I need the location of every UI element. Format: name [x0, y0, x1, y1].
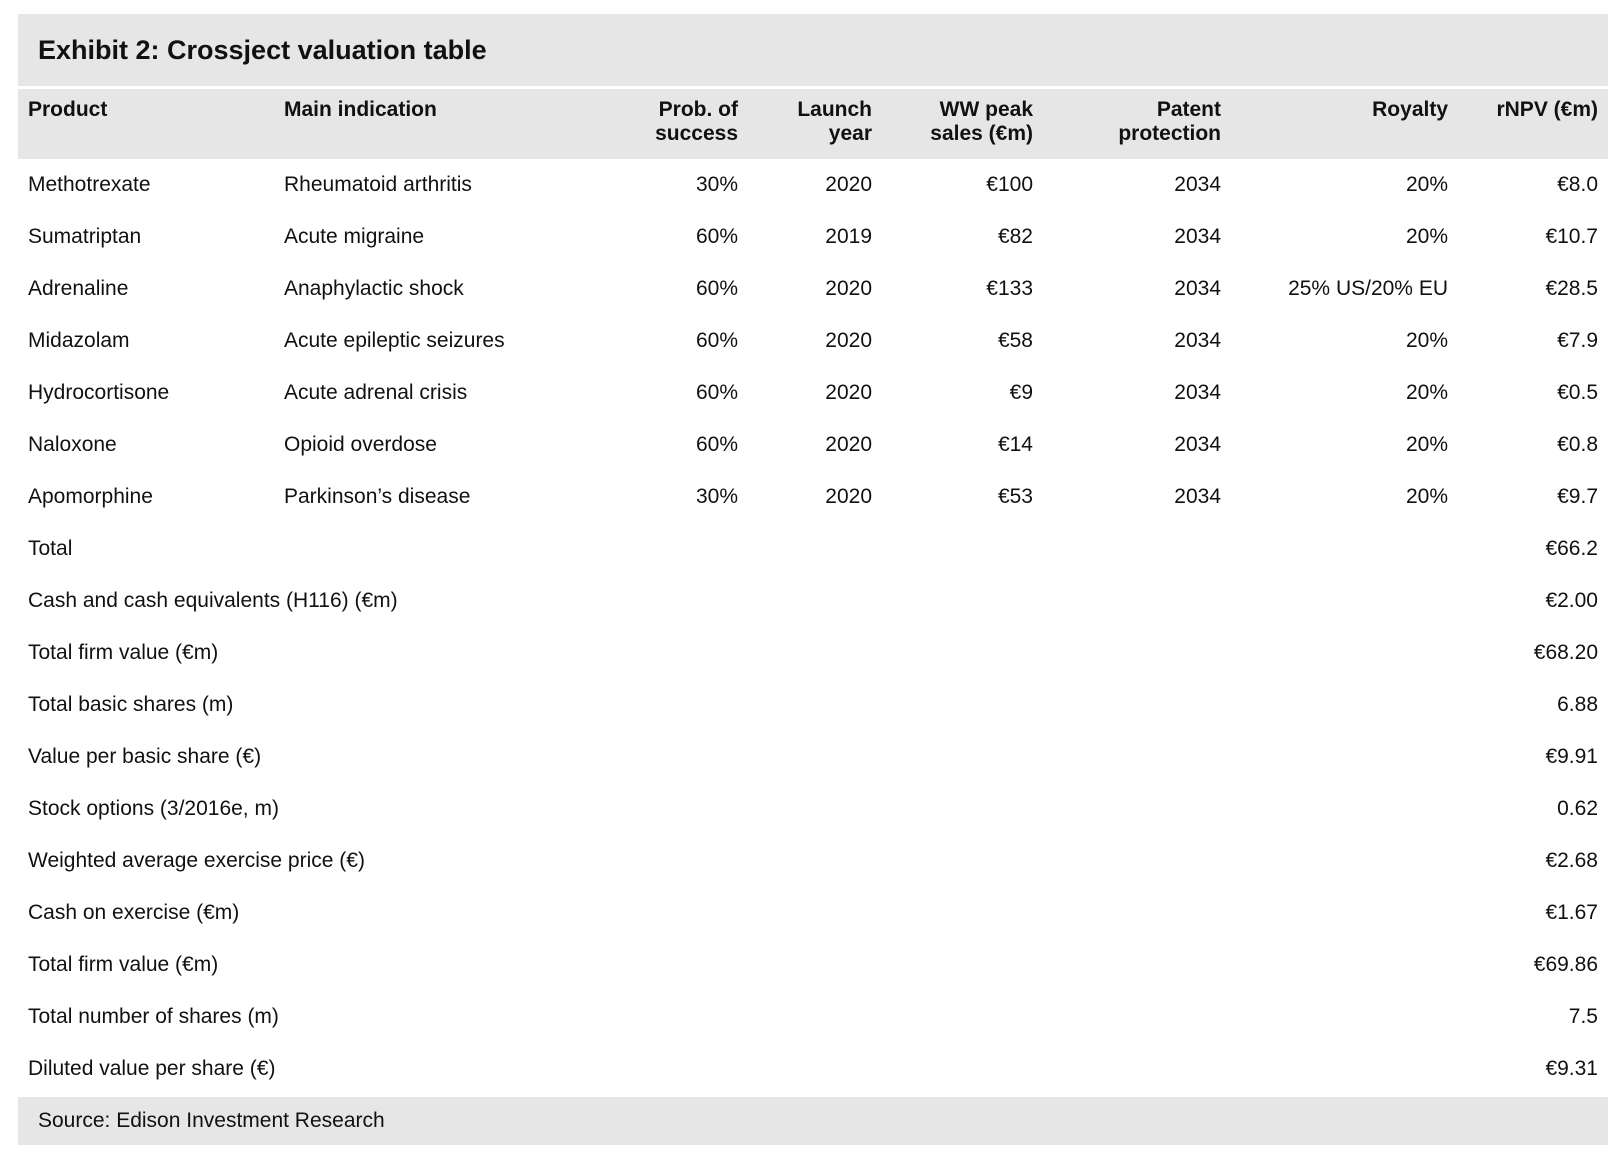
summary-value: €68.20: [1533, 641, 1598, 664]
cell-prob-of-success: 60%: [695, 433, 738, 456]
summary-value: €9.91: [1545, 745, 1598, 768]
column-header-ww-peak-sales: WW peak sales (€m): [930, 98, 1033, 145]
cell-ww-peak-sales: €9: [1009, 381, 1033, 404]
source-note: Source: Edison Investment Research: [38, 1109, 385, 1132]
summary-label: Value per basic share (€): [28, 745, 262, 768]
summary-label: Weighted average exercise price (€): [28, 849, 365, 872]
product-row: [18, 263, 1608, 315]
cell-main-indication: Rheumatoid arthritis: [284, 173, 472, 196]
summary-value: 0.62: [1557, 797, 1598, 820]
summary-label: Cash on exercise (€m): [28, 901, 240, 924]
header-row: [18, 89, 1608, 159]
table-body: [18, 159, 1608, 1095]
column-header-royalty: Royalty: [1372, 98, 1448, 121]
cell-patent-protection: 2034: [1174, 173, 1221, 196]
column-header-product: Product: [28, 98, 108, 121]
summary-value: €69.86: [1533, 953, 1598, 976]
cell-rnpv: €28.5: [1545, 277, 1598, 300]
summary-value: €2.68: [1545, 849, 1598, 872]
summary-row: [18, 835, 1608, 887]
cell-royalty: 20%: [1405, 485, 1448, 508]
cell-patent-protection: 2034: [1174, 485, 1221, 508]
column-header-main-indication: Main indication: [284, 98, 437, 121]
source-bar: [18, 1097, 1608, 1145]
cell-launch-year: 2020: [825, 329, 872, 352]
exhibit: [18, 14, 1608, 1145]
summary-label: Cash and cash equivalents (H116) (€m): [28, 589, 398, 612]
cell-patent-protection: 2034: [1174, 433, 1221, 456]
cell-product: Methotrexate: [28, 173, 151, 196]
cell-launch-year: 2020: [825, 381, 872, 404]
summary-row: [18, 991, 1608, 1043]
summary-row: [18, 783, 1608, 835]
cell-product: Apomorphine: [28, 485, 153, 508]
summary-label: Total: [28, 537, 73, 560]
cell-product: Naloxone: [28, 433, 117, 456]
cell-product: Sumatriptan: [28, 225, 142, 248]
cell-ww-peak-sales: €100: [986, 173, 1033, 196]
summary-value: €1.67: [1545, 901, 1598, 924]
summary-value: 6.88: [1557, 693, 1598, 716]
cell-ww-peak-sales: €133: [986, 277, 1033, 300]
cell-rnpv: €0.8: [1557, 433, 1598, 456]
exhibit-title: Exhibit 2: Crossject valuation table: [38, 34, 487, 65]
cell-main-indication: Acute migraine: [284, 225, 425, 248]
cell-rnpv: €7.9: [1557, 329, 1598, 352]
cell-royalty: 20%: [1405, 433, 1448, 456]
product-row: [18, 367, 1608, 419]
cell-main-indication: Anaphylactic shock: [284, 277, 464, 300]
product-row: [18, 471, 1608, 523]
product-row: [18, 211, 1608, 263]
product-row: [18, 419, 1608, 471]
summary-label: Total firm value (€m): [28, 641, 219, 664]
title-bar: [18, 14, 1608, 86]
cell-prob-of-success: 60%: [695, 225, 738, 248]
summary-label: Total firm value (€m): [28, 953, 219, 976]
summary-value: €66.2: [1545, 537, 1598, 560]
cell-patent-protection: 2034: [1174, 225, 1221, 248]
product-row: [18, 159, 1608, 211]
summary-row: [18, 939, 1608, 991]
cell-royalty: 25% US/20% EU: [1288, 277, 1448, 300]
cell-rnpv: €9.7: [1557, 485, 1598, 508]
summary-row: [18, 887, 1608, 939]
cell-rnpv: €0.5: [1557, 381, 1598, 404]
summary-value: €9.31: [1545, 1057, 1598, 1080]
cell-royalty: 20%: [1405, 381, 1448, 404]
summary-row: [18, 731, 1608, 783]
cell-launch-year: 2019: [825, 225, 872, 248]
table-header: [18, 89, 1608, 159]
summary-label: Total basic shares (m): [28, 693, 234, 716]
valuation-table: [18, 89, 1608, 1095]
cell-main-indication: Acute adrenal crisis: [284, 381, 468, 404]
cell-ww-peak-sales: €53: [997, 485, 1033, 508]
cell-patent-protection: 2034: [1174, 329, 1221, 352]
summary-label: Total number of shares (m): [28, 1005, 279, 1028]
cell-rnpv: €10.7: [1545, 225, 1598, 248]
cell-prob-of-success: 60%: [695, 329, 738, 352]
cell-prob-of-success: 30%: [695, 173, 738, 196]
column-header-rnpv: rNPV (€m): [1496, 98, 1598, 121]
summary-label: Stock options (3/2016e, m): [28, 797, 279, 820]
cell-product: Hydrocortisone: [28, 381, 170, 404]
cell-launch-year: 2020: [825, 485, 872, 508]
cell-launch-year: 2020: [825, 277, 872, 300]
column-header-prob-of-success: Prob. of success: [655, 98, 738, 145]
cell-royalty: 20%: [1405, 173, 1448, 196]
cell-royalty: 20%: [1405, 225, 1448, 248]
cell-launch-year: 2020: [825, 173, 872, 196]
cell-launch-year: 2020: [825, 433, 872, 456]
cell-main-indication: Acute epileptic seizures: [284, 329, 505, 352]
product-row: [18, 315, 1608, 367]
cell-patent-protection: 2034: [1174, 381, 1221, 404]
cell-rnpv: €8.0: [1557, 173, 1598, 196]
summary-row: [18, 575, 1608, 627]
cell-royalty: 20%: [1405, 329, 1448, 352]
cell-main-indication: Opioid overdose: [284, 433, 437, 456]
cell-patent-protection: 2034: [1174, 277, 1221, 300]
cell-prob-of-success: 60%: [695, 277, 738, 300]
summary-value: €2.00: [1545, 589, 1598, 612]
cell-prob-of-success: 60%: [695, 381, 738, 404]
summary-row: [18, 1043, 1608, 1095]
column-header-patent-protection: Patent protection: [1118, 98, 1221, 145]
cell-main-indication: Parkinson’s disease: [284, 485, 471, 508]
summary-row: [18, 523, 1608, 575]
summary-row: [18, 627, 1608, 679]
cell-ww-peak-sales: €14: [997, 433, 1033, 456]
column-header-launch-year: Launch year: [797, 98, 872, 145]
cell-product: Midazolam: [28, 329, 130, 352]
summary-value: 7.5: [1568, 1005, 1598, 1028]
cell-product: Adrenaline: [28, 277, 129, 300]
summary-row: [18, 679, 1608, 731]
cell-ww-peak-sales: €58: [997, 329, 1033, 352]
cell-prob-of-success: 30%: [695, 485, 738, 508]
cell-ww-peak-sales: €82: [997, 225, 1033, 248]
summary-label: Diluted value per share (€): [28, 1057, 276, 1080]
